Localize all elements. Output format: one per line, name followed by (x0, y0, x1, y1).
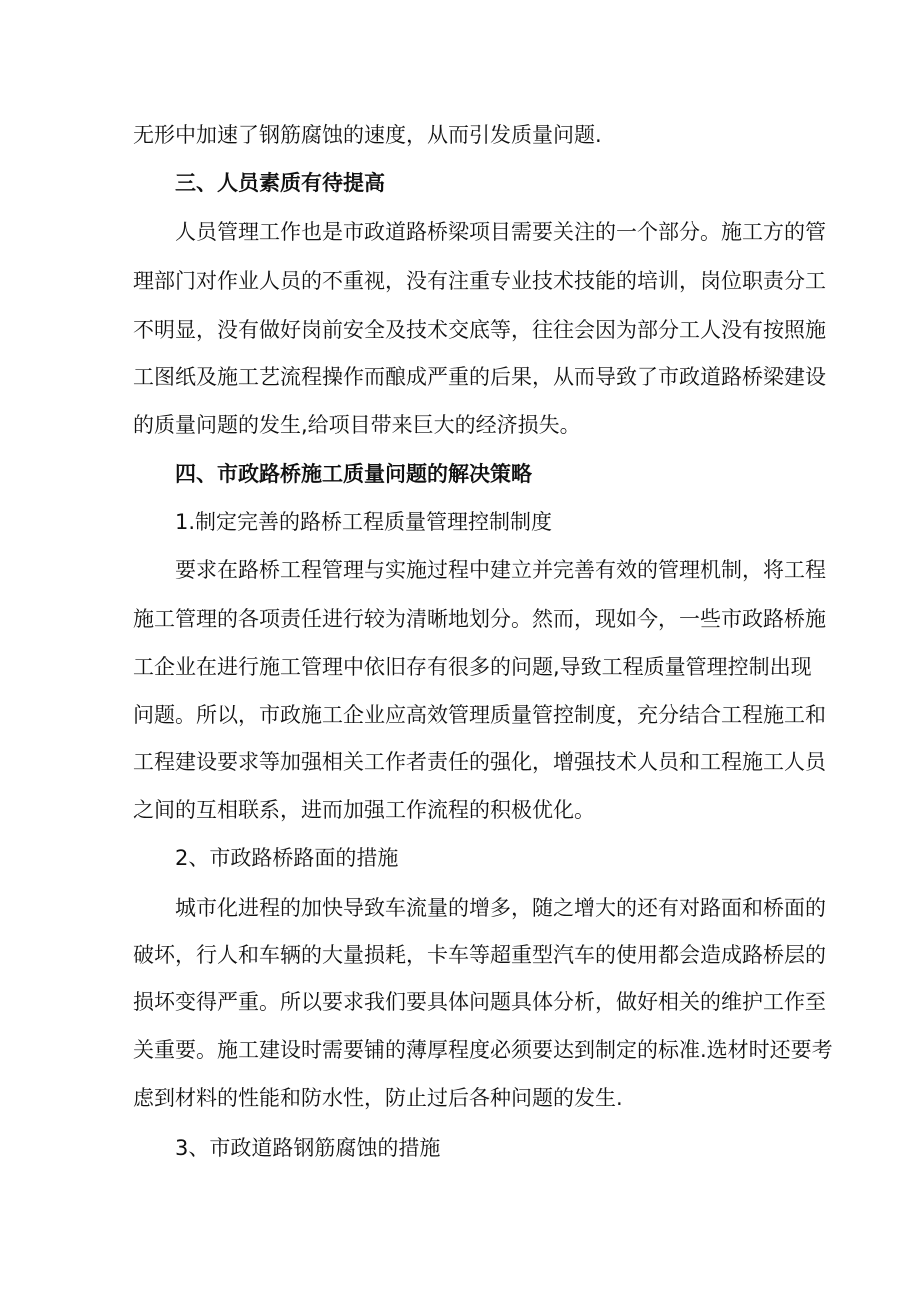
subsection-heading: 2、市政路桥路面的措施 (175, 846, 399, 870)
paragraph-line: 不明显，没有做好岗前安全及技术交底等，往往会因为部分工人没有按照施 (133, 318, 826, 342)
paragraph-line: 工程建设要求等加强相关工作者责任的强化，增强技术人员和工程施工人员 (133, 750, 826, 774)
subsection-heading: 1.制定完善的路桥工程质量管理控制制度 (175, 510, 553, 534)
paragraph-line: 关重要。施工建设时需要铺的薄厚程度必须要达到制定的标准.选材时还要考 (133, 1038, 833, 1062)
paragraph-line: 问题。所以，市政施工企业应高效管理质量管控制度，充分结合工程施工和 (133, 703, 826, 727)
paragraph-line: 要求在路桥工程管理与实施过程中建立并完善有效的管理机制，将工程 (175, 558, 826, 582)
paragraph-line: 人员管理工作也是市政道路桥梁项目需要关注的一个部分。施工方的管 (175, 220, 826, 244)
section-heading: 三、人员素质有待提高 (175, 171, 385, 195)
paragraph-line: 城市化进程的加快导致车流量的增多，随之增大的还有对路面和桥面的 (175, 896, 826, 920)
paragraph-line: 工图纸及施工艺流程操作而酿成严重的后果，从而导致了市政道路桥梁建设 (133, 365, 826, 389)
section-heading: 四、市政路桥施工质量问题的解决策略 (175, 462, 532, 486)
paragraph-line: 损坏变得严重。所以要求我们要具体问题具体分析，做好相关的维护工作至 (133, 990, 826, 1014)
paragraph-line: 无形中加速了钢筋腐蚀的速度，从而引发质量问题. (133, 123, 602, 147)
paragraph-line: 工企业在进行施工管理中依旧存有很多的问题,导致工程质量管理控制出现 (133, 655, 812, 679)
paragraph-line: 虑到材料的性能和防水性，防止过后各种问题的发生. (133, 1086, 623, 1110)
paragraph-line: 之间的互相联系，进而加强工作流程的积极优化。 (133, 798, 595, 822)
paragraph-line: 的质量问题的发生,给项目带来巨大的经济损失。 (133, 413, 581, 437)
paragraph-line: 施工管理的各项责任进行较为清晰地划分。然而，现如今，一些市政路桥施 (133, 607, 826, 631)
subsection-heading: 3、市政道路钢筋腐蚀的措施 (175, 1136, 441, 1160)
paragraph-line: 理部门对作业人员的不重视，没有注重专业技术技能的培训，岗位职责分工 (133, 269, 826, 293)
paragraph-line: 破坏，行人和车辆的大量损耗，卡车等超重型汽车的使用都会造成路桥层的 (133, 943, 826, 967)
